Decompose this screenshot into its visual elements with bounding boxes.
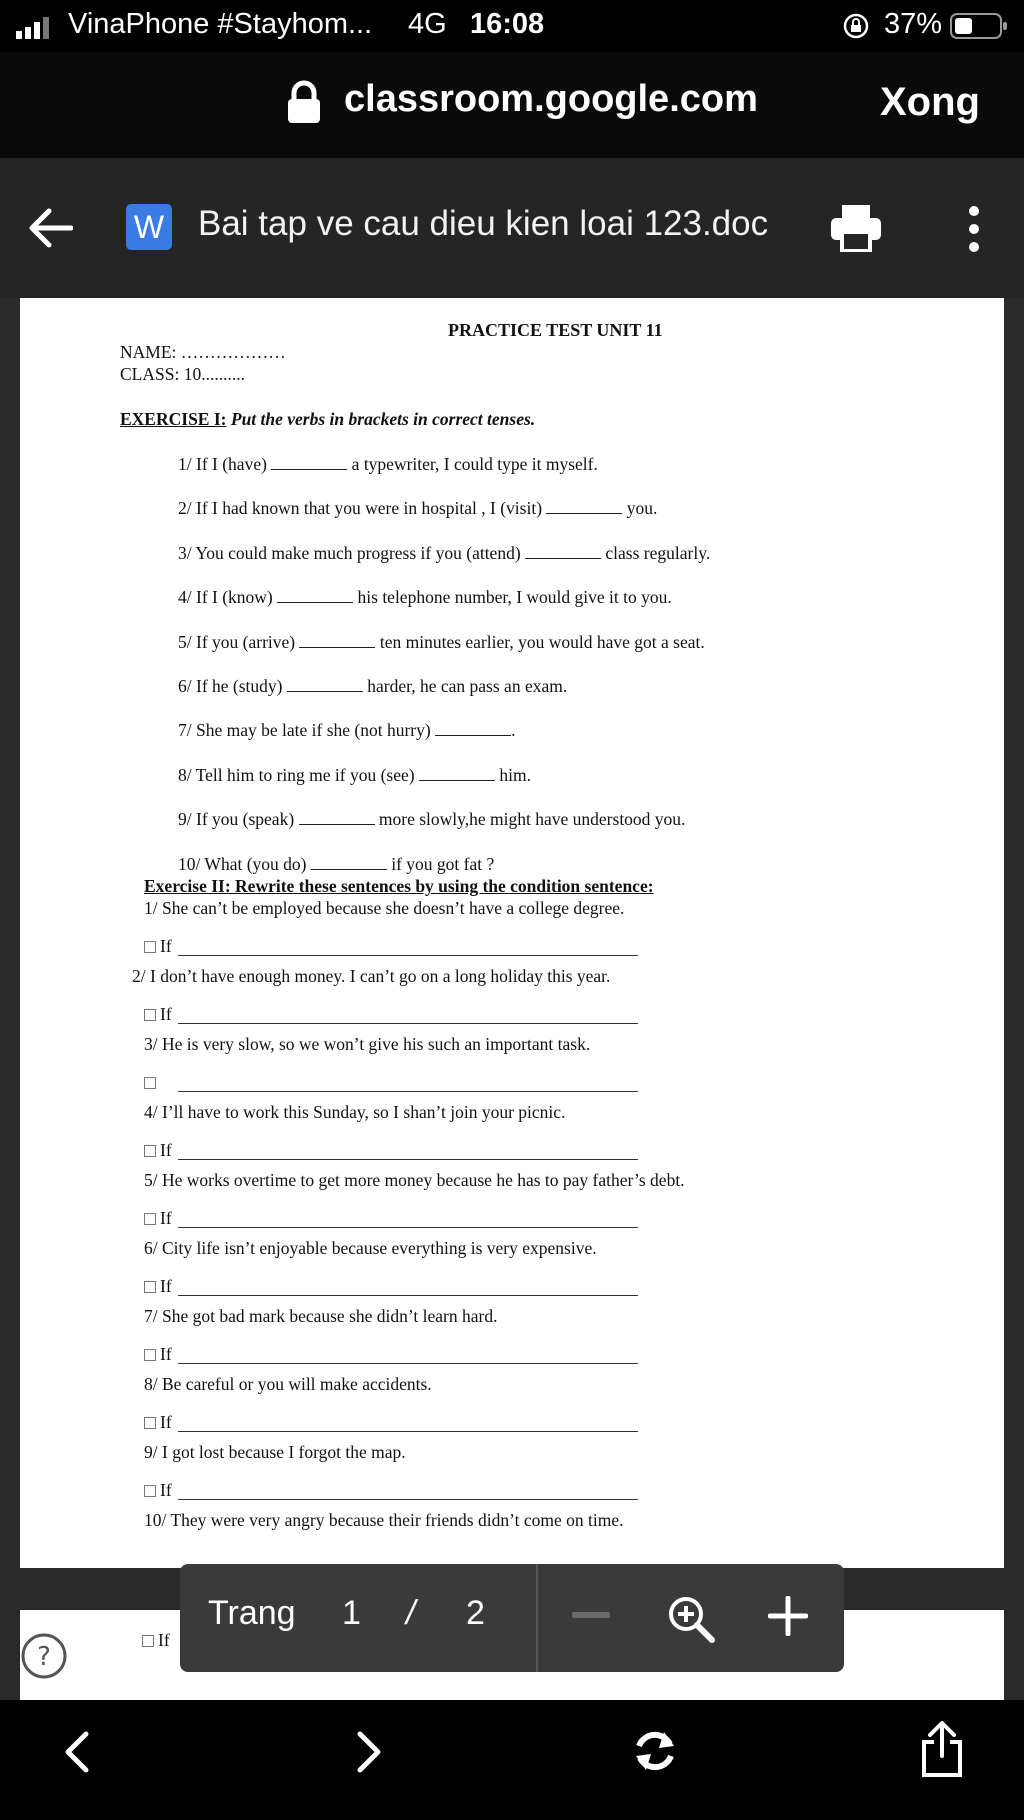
exercise1-item-text: 9/ If you (speak) [178,809,299,830]
exercise2-sentence: 8/ Be careful or you will make accidents. [144,1374,432,1394]
battery-icon [950,12,1008,40]
pager-divider [536,1564,538,1672]
exercise2-sentence: 4/ I’ll have to work this Sunday, so I shan’t join your picnic. [144,1102,566,1122]
answer-blank[interactable] [287,677,363,692]
page-navigator [180,1564,844,1672]
exercise2-sentence: 10/ They were very angry because their friends didn’t come on time. [144,1510,624,1530]
orientation-lock-icon [842,12,870,40]
word-file-icon: W [126,204,172,250]
exercise2-answer-prompt [144,1072,160,1093]
checkbox-icon [144,1349,156,1361]
checkbox-icon [144,1485,156,1497]
exercise1-item-text: 4/ If I (know) [178,587,278,608]
checkbox-icon [144,1077,156,1089]
carrier-name: VinaPhone #Stayhom... [68,8,373,40]
name-field: NAME: ……………… [120,342,286,362]
answer-line[interactable] [178,1430,638,1432]
plus-icon[interactable] [768,1596,808,1636]
current-page[interactable]: 1 [342,1594,361,1632]
exercise2-answer-prompt [144,936,172,957]
exercise1-item-text-end: ten minutes earlier, you would have got a seat. [375,631,705,652]
exercise2-answer-label: If [160,1480,172,1500]
clock: 16:08 [470,8,545,40]
exercise1-item [178,498,657,519]
share-icon[interactable] [920,1720,964,1778]
exercise1-item-text-end: class regularly. [601,542,711,563]
exercise1-item-text: 8/ Tell him to ring me if you (see) [178,764,419,785]
exercise1-item [178,809,685,830]
answer-blank[interactable] [277,588,353,603]
answer-blank[interactable] [435,721,511,736]
checkbox-icon [144,941,156,953]
exercise2-answer-prompt [144,1140,172,1161]
zoom-in-icon[interactable] [666,1594,716,1644]
exercise1-item-text-end: a typewriter, I could type it myself. [347,454,598,474]
exercise2-answer-label: If [160,1344,172,1364]
svg-text:?: ? [37,1642,51,1672]
page-label: Trang [208,1594,296,1632]
exercise2-answer-prompt [144,1412,172,1433]
exercise2-sentence: 1/ She can’t be employed because she doesn’t have a college degree. [144,898,625,918]
answer-line[interactable] [178,1090,638,1092]
exercise1-item-text-end: you. [622,498,658,519]
exercise1-item-text: 2/ If I had known that you were in hospital , I (visit) [178,498,547,519]
exercise2-answer-prompt [144,1480,172,1501]
viewer-app-bar [0,158,1024,298]
exercise1-item-text: 7/ She may be late if she (not hurry) [178,720,436,741]
total-pages: 2 [466,1594,485,1632]
document-page [20,298,1004,1568]
url-domain[interactable]: classroom.google.com [344,78,758,120]
lock-icon [286,80,322,124]
class-field: CLASS: 10.......... [120,364,245,384]
exercise2-answer-label: If [160,1004,172,1024]
exercise1-item-text-end: his telephone number, I would give it to you. [353,587,672,608]
chevron-left-icon[interactable] [62,1730,92,1774]
exercise1-item [178,676,567,697]
arrow-left-icon[interactable] [24,202,76,254]
exercise1-label: EXERCISE I: [120,409,227,429]
battery-percent: 37% [884,8,943,40]
exercise2-sentence: 9/ I got lost because I forgot the map. [144,1442,406,1462]
answer-line[interactable] [178,1294,638,1296]
exercise1-item [178,587,672,608]
exercise2-sentence: 6/ City life isn’t enjoyable because everything is very expensive. [144,1238,597,1258]
checkbox-icon [144,1145,156,1157]
exercise2-sentence: 5/ He works overtime to get more money because he has to pay father’s debt. [144,1170,685,1190]
answer-blank[interactable] [271,455,347,470]
answer-line[interactable] [178,954,638,956]
exercise1-item-text-end: . [511,720,516,741]
answer-blank[interactable] [546,499,622,514]
exercise2-answer-prompt [144,1004,172,1025]
exercise1-item [178,765,531,786]
answer-line[interactable] [178,1022,638,1024]
chevron-right-icon[interactable] [354,1730,384,1774]
url-bar [0,52,1024,158]
help-icon[interactable] [20,1632,68,1680]
answer-blank[interactable] [299,810,375,825]
checkbox-icon [142,1635,154,1647]
browser-toolbar [0,1700,1024,1820]
exercise1-item-text-end: him. [494,764,531,785]
exercise1-item-text: 6/ If he (study) [178,676,287,696]
checkbox-icon [144,1417,156,1429]
exercise1-item [178,720,515,741]
exercise2-sentence: 7/ She got bad mark because she didn’t learn hard. [144,1306,498,1326]
answer-blank[interactable] [419,766,495,781]
more-vertical-icon[interactable] [962,204,986,254]
exercise1-item-text: 3/ You could make much progress if you (attend) [178,542,526,563]
document-title: PRACTICE TEST UNIT 11 [448,320,663,340]
answer-line[interactable] [178,1362,638,1364]
exercise1-item [178,632,705,653]
exercise1-heading [120,409,535,430]
exercise1-item-text-end: more slowly,he might have understood you. [374,809,686,830]
exercise1-instruction: Put the verbs in brackets in correct tenses. [230,409,536,429]
checkbox-icon [144,1009,156,1021]
exercise2-answer-prompt [144,1344,172,1365]
network-type: 4G [408,8,447,40]
page2-answer-prompt [142,1630,170,1651]
exercise2-heading: Exercise II: Rewrite these sentences by using the condition sentence: [144,876,654,896]
exercise1-item-text: 5/ If you (arrive) [178,631,300,652]
answer-line[interactable] [178,1158,638,1160]
answer-line[interactable] [178,1498,638,1500]
checkbox-icon [144,1281,156,1293]
file-name: Bai tap ve cau dieu kien loai 123.doc [198,204,769,243]
exercise2-answer-label: If [160,1208,172,1228]
exercise2-answer-prompt [144,1276,172,1297]
signal-icon [16,14,52,36]
page2-answer-prompt-label: If [158,1630,170,1650]
exercise2-sentence: 3/ He is very slow, so we won’t give his such an important task. [144,1034,591,1054]
answer-blank[interactable] [311,855,387,870]
done-button[interactable]: Xong [880,80,980,124]
checkbox-icon [144,1213,156,1225]
answer-blank[interactable] [525,544,601,559]
exercise2-answer-label: If [160,936,172,956]
page-separator: / [406,1594,416,1632]
document-viewer[interactable] [0,298,1024,1700]
exercise2-answer-label: If [160,1276,172,1296]
answer-line[interactable] [178,1226,638,1228]
exercise1-item-text: 10/ What (you do) [178,853,311,874]
exercise2-answer-label: If [160,1412,172,1432]
exercise1-item [178,454,598,475]
reload-icon[interactable] [630,1726,680,1776]
exercise1-item-text: 1/ If I (have) [178,454,272,474]
answer-blank[interactable] [299,633,375,648]
exercise2-answer-prompt [144,1208,172,1229]
exercise2-answer-label: If [160,1140,172,1160]
exercise1-item [178,543,710,564]
print-icon[interactable] [828,202,884,254]
exercise1-item [178,854,494,875]
exercise1-item-text-end: if you got fat ? [386,853,495,874]
minus-icon[interactable] [572,1612,610,1618]
exercise2-sentence: 2/ I don’t have enough money. I can’t go on a long holiday this year. [132,966,611,986]
exercise1-item-text-end: harder, he can pass an exam. [362,676,568,696]
status-bar [0,0,1024,52]
